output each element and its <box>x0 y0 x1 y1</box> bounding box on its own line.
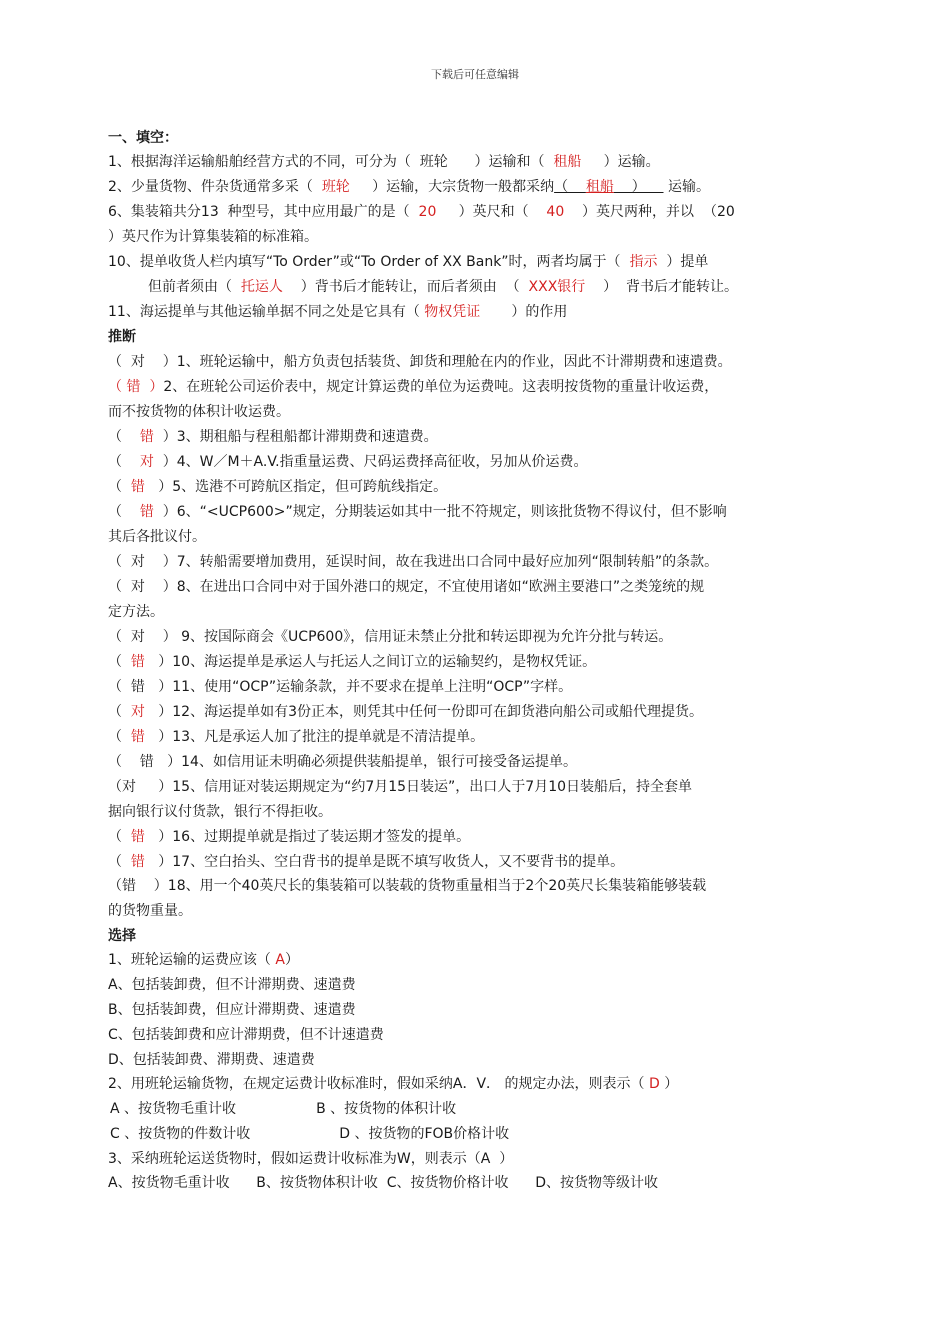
answer-text: 错 <box>139 504 154 520</box>
page-header: 下载后可任意编辑 <box>431 68 519 81</box>
line-text: ）6、“<UCP600>”规定，分期装运如其中一批不符规定，则该批货物不得议付，但不影响 <box>153 504 727 520</box>
line-text: （ <box>108 854 131 870</box>
answer-text: 错 <box>139 429 154 445</box>
line-text: 其后各批议付。 <box>108 529 206 545</box>
answer-text: 物权凭证 <box>424 304 481 320</box>
text-line <box>108 552 718 572</box>
text-line <box>108 377 718 397</box>
line-text: ）提单 <box>657 254 709 270</box>
line-text: ）12、海运提单如有3份正本，则凭其中任何一份即可在卸货港向船公司或船代理提货。 <box>144 704 703 720</box>
line-text: B、包括装卸费，但应计滞期费、速遣费 <box>108 1002 356 1018</box>
line-text: ）4、W／M＋A.V.指重量运费、尺码运费择高征收，另加从价运费。 <box>153 454 588 470</box>
answer-text: 对 <box>130 704 145 720</box>
text-line <box>108 777 692 797</box>
text-line <box>110 1099 456 1119</box>
text-line <box>108 752 577 772</box>
line-text: ）的作用 <box>480 304 568 320</box>
line-text: （ <box>108 504 140 520</box>
text-line <box>108 152 660 172</box>
text-line <box>108 602 164 622</box>
answer-text: XXX银行 <box>528 279 586 295</box>
answer-text: 班轮 <box>321 179 350 195</box>
text-line <box>108 1050 315 1070</box>
line-text: 2、用班轮运输货物，在规定运费计收标准时，假如采纳A．V． 的规定办法，则表示（ <box>108 1076 649 1092</box>
text-line <box>108 227 318 247</box>
line-text: A 、按货物毛重计收 B 、按货物的体积计收 <box>110 1101 457 1117</box>
text-line <box>108 202 735 222</box>
line-text: 一、填空： <box>108 130 178 146</box>
line-text: ）英尺和（ <box>436 204 547 220</box>
text-line <box>108 802 332 822</box>
line-text: C 、按货物的件数计收 D 、按货物的FOB价格计收 <box>110 1126 510 1142</box>
line-text: ）17、空白抬头、空白背书的提单是既不填写收货人，又不要背书的提单。 <box>144 854 625 870</box>
text-line <box>108 627 672 647</box>
answer-text: 指示 <box>629 254 658 270</box>
answer-text: 错 <box>130 829 145 845</box>
text-line <box>108 128 178 148</box>
text-line <box>148 277 738 297</box>
line-text: C、包括装卸费和应计滞期费，但不计速遣费 <box>108 1027 384 1043</box>
answer-text: 40 <box>546 204 565 220</box>
line-text: 但前者须由（ <box>148 279 241 295</box>
line-text: ）运输。 <box>581 154 660 170</box>
line-text: ）英尺两种，并以 （20 <box>564 204 735 220</box>
line-text: （ <box>108 654 131 670</box>
text-line <box>108 702 703 722</box>
text-line <box>108 901 192 921</box>
line-text: ） <box>284 952 299 968</box>
text-line <box>108 577 704 597</box>
line-text: ）13、凡是承运人加了批注的提单就是不清洁提单。 <box>144 729 485 745</box>
line-text: 11、海运提单与其他运输单据不同之处是它具有（ <box>108 304 425 320</box>
text-line <box>108 1149 513 1169</box>
text-line <box>108 302 567 322</box>
line-text: （ <box>108 429 140 445</box>
text-line <box>108 502 727 522</box>
line-text: ）5、选港不可跨航区指定，但可跨航线指定。 <box>144 479 448 495</box>
text-line <box>108 427 438 447</box>
line-text: ） <box>613 179 664 195</box>
line-text: （ 错 ）11、使用“OCP”运输条款，并不要求在提单上注明“OCP”字样。 <box>108 679 573 695</box>
text-line <box>108 477 447 497</box>
line-text: D、包括装卸费、滞期费、速遣费 <box>108 1052 315 1068</box>
text-line <box>108 252 708 272</box>
line-text: 2、少量货物、件杂货通常多采（ <box>108 179 322 195</box>
text-line <box>108 177 710 197</box>
answer-text: D <box>648 1076 660 1092</box>
text-line <box>108 1173 658 1193</box>
line-text: ）背书后才能转让，而后者须由 （ <box>282 279 529 295</box>
line-text: （ <box>108 729 131 745</box>
text-line <box>108 876 706 896</box>
line-text: 的货物重量。 <box>108 903 192 919</box>
line-text: 3、采纳班轮运送货物时，假如运费计收标准为W，则表示（A ） <box>108 1151 514 1167</box>
line-text: ）运输，大宗货物一般都采纳 <box>349 179 555 195</box>
text-line <box>108 975 356 995</box>
text-line <box>110 1124 509 1144</box>
line-text: 10、提单收货人栏内填写“To Order”或“To Order of XX Bank”时，两者均属于（ <box>108 254 630 270</box>
line-text: A、包括装卸费，但不计滞期费、速遣费 <box>108 977 356 993</box>
line-text: 2、在班轮公司运价表中，规定计算运费的单位为运费吨。这表明按货物的重量计收运费， <box>163 379 719 395</box>
text-line <box>108 652 596 672</box>
line-text: ）3、期租船与程租船都计滞期费和速遣费。 <box>153 429 438 445</box>
answer-text: 托运人 <box>240 279 283 295</box>
line-text: ） 背书后才能转让。 <box>585 279 738 295</box>
text-line <box>108 827 470 847</box>
text-line <box>108 352 732 372</box>
line-text: （ <box>108 829 131 845</box>
text-line <box>108 327 136 347</box>
text-line <box>108 402 290 422</box>
answer-text: 错 <box>130 854 145 870</box>
text-line <box>108 1025 384 1045</box>
line-text: （ <box>108 454 140 470</box>
line-text: ） <box>659 1076 679 1092</box>
line-text: （ 对 ）1、班轮运输中，船方负责包括装货、卸货和理舱在内的作业，因此不计滞期费和速遣费。 <box>108 354 732 370</box>
line-text: （ <box>108 704 131 720</box>
text-line <box>108 452 588 472</box>
line-text: ）英尺作为计算集装箱的标准箱。 <box>108 229 318 245</box>
answer-text: 错 <box>130 729 145 745</box>
line-text: 据向银行议付货款，银行不得拒收。 <box>108 804 332 820</box>
text-line <box>108 1000 356 1020</box>
text-line <box>108 677 572 697</box>
answer-text: A <box>275 952 285 968</box>
text-line <box>108 852 624 872</box>
answer-text: 租船 <box>585 179 614 195</box>
line-text: （ 对 ） 9、按国际商会《UCP600》，信用证未禁止分批和转运即视为允许分批与转运。 <box>108 629 673 645</box>
answer-text: 错 <box>130 654 145 670</box>
line-text: 推断 <box>108 329 136 345</box>
text-line <box>108 950 299 970</box>
answer-text: 租船 <box>553 154 582 170</box>
line-text: 1、根据海洋运输船舶经营方式的不同，可分为（ 班轮 ）运输和（ <box>108 154 554 170</box>
answer-text: （ 错 ） <box>108 379 164 395</box>
line-text: 运输。 <box>663 179 710 195</box>
line-text: ）16、过期提单就是指过了装运期才签发的提单。 <box>144 829 471 845</box>
line-text: （ 对 ）8、在进出口合同中对于国外港口的规定，不宜使用诸如“欧洲主要港口”之类笼统的规 <box>108 579 705 595</box>
line-text: （ 对 ）7、转船需要增加费用，延误时间，故在我进出口合同中最好应加列“限制转船”的条款。 <box>108 554 719 570</box>
line-text: 1、班轮运输的运费应该（ <box>108 952 276 968</box>
answer-text: 20 <box>418 204 437 220</box>
line-text: （ <box>554 179 586 195</box>
line-text: 选择 <box>108 928 136 944</box>
line-text: 而不按货物的体积计收运费。 <box>108 404 290 420</box>
line-text: （ <box>108 479 131 495</box>
line-text: 定方法。 <box>108 604 164 620</box>
line-text: （错 ）18、用一个40英尺长的集装箱可以装载的货物重量相当于2个20英尺长集装箱能够装载 <box>108 878 707 894</box>
text-line <box>108 926 136 946</box>
answer-text: 对 <box>139 454 154 470</box>
text-line <box>108 1074 678 1094</box>
text-line <box>108 727 484 747</box>
line-text: （ 错 ）14、如信用证未明确必须提供装船提单，银行可接受备运提单。 <box>108 754 577 770</box>
line-text: ）10、海运提单是承运人与托运人之间订立的运输契约，是物权凭证。 <box>144 654 597 670</box>
line-text: 6、集装箱共分13 种型号，其中应用最广的是（ <box>108 204 419 220</box>
text-line <box>108 527 206 547</box>
answer-text: 错 <box>130 479 145 495</box>
line-text: A、按货物毛重计收 B、按货物体积计收 C、按货物价格计收 D、按货物等级计收 <box>108 1175 659 1191</box>
line-text: （对 ）15、信用证对装运期规定为“约7月15日装运”，出口人于7月10日装船后，持全套单 <box>108 779 693 795</box>
